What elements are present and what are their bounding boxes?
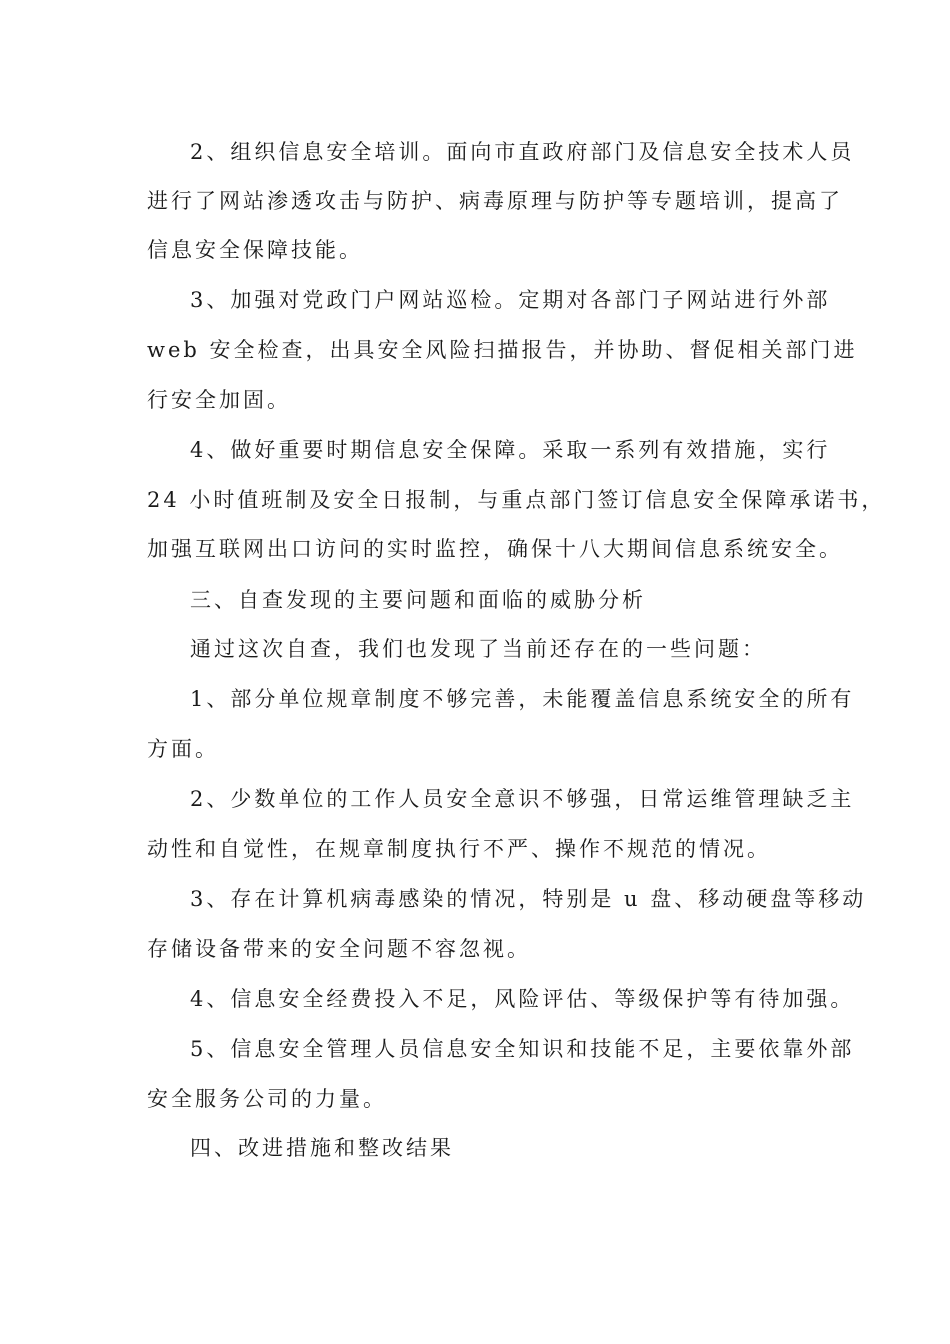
paragraph-line: 5、信息安全管理人员信息安全知识和技能不足，主要依靠外部 xyxy=(190,1037,855,1061)
paragraph-line: 2、少数单位的工作人员安全意识不够强，日常运维管理缺乏主 xyxy=(190,787,855,811)
section-heading: 四、改进措施和整改结果 xyxy=(190,1136,454,1160)
paragraph-line: 动性和自觉性，在规章制度执行不严、操作不规范的情况。 xyxy=(147,837,771,861)
paragraph-line: 方面。 xyxy=(147,737,219,761)
paragraph-line: 信息安全保障技能。 xyxy=(147,238,363,262)
paragraph-line: 3、加强对党政门户网站巡检。定期对各部门子网站进行外部 xyxy=(190,288,831,312)
paragraph-line: 存储设备带来的安全问题不容忽视。 xyxy=(147,937,531,961)
paragraph-line: 行安全加固。 xyxy=(147,388,291,412)
paragraph-line: 加强互联网出口访问的实时监控，确保十八大期间信息系统安全。 xyxy=(147,537,843,561)
paragraph-line: 通过这次自查，我们也发现了当前还存在的一些问题： xyxy=(190,637,766,661)
paragraph-line: 安全服务公司的力量。 xyxy=(147,1087,387,1111)
paragraph-line: 24 小时值班制及安全日报制，与重点部门签订信息安全保障承诺书， xyxy=(147,488,886,512)
paragraph-line: web 安全检查，出具安全风险扫描报告，并协助、督促相关部门进 xyxy=(147,338,858,362)
paragraph-line: 4、信息安全经费投入不足，风险评估、等级保护等有待加强。 xyxy=(190,987,855,1011)
paragraph-line: 1、部分单位规章制度不够完善，未能覆盖信息系统安全的所有 xyxy=(190,687,855,711)
paragraph-line: 4、做好重要时期信息安全保障。采取一系列有效措施，实行 xyxy=(190,438,831,462)
paragraph-line: 2、组织信息安全培训。面向市直政府部门及信息安全技术人员 xyxy=(190,140,855,164)
paragraph-line: 3、存在计算机病毒感染的情况，特别是 u 盘、移动硬盘等移动 xyxy=(190,887,867,911)
paragraph-line: 进行了网站渗透攻击与防护、病毒原理与防护等专题培训，提高了 xyxy=(147,189,843,213)
section-heading: 三、自查发现的主要问题和面临的威胁分析 xyxy=(190,588,646,612)
